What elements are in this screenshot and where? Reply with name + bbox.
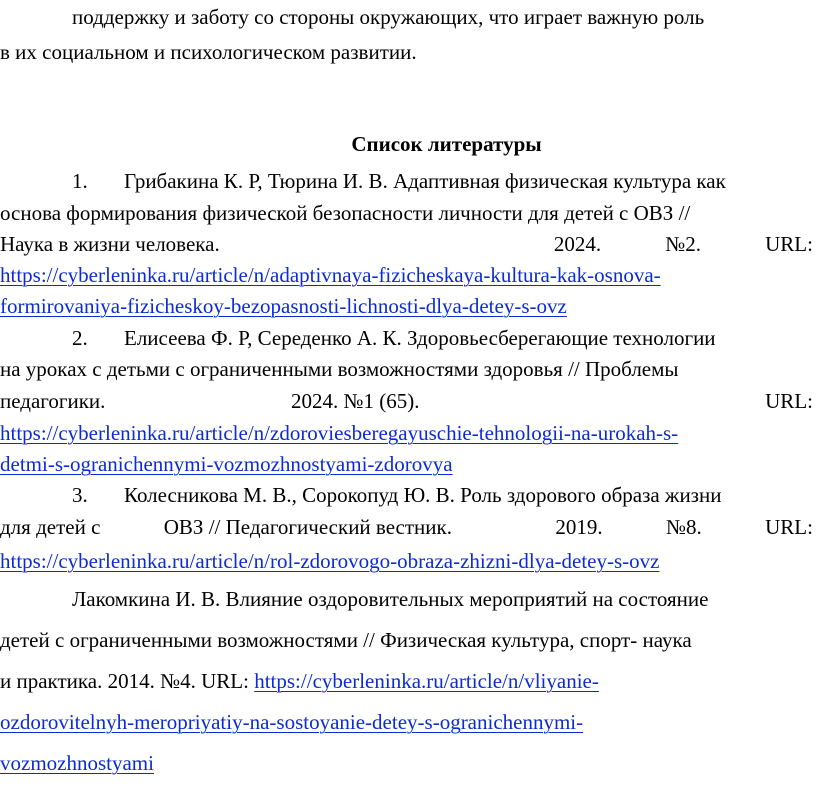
ref-3-number: 3. (72, 483, 88, 507)
ref-1-url-line-2[interactable] (0, 293, 567, 319)
ref-1-issue: №2. (665, 232, 702, 256)
ref-1-line-3 (0, 231, 813, 257)
ref-3-issue: №8. (665, 515, 702, 539)
ref-2-line-2: на уроках с детьми с ограниченными возможностями здоровья // Проблемы (0, 357, 679, 381)
ref-2-line-1 (72, 325, 716, 351)
intro-line-2: в их социальном и психологическом развитии. (0, 40, 417, 64)
ref-3-year: 2019. (555, 515, 603, 539)
ref-2-url-line-2[interactable] (0, 451, 453, 477)
ref-2-year: 2024. №1 (65). (291, 389, 420, 413)
ref-2-number: 2. (72, 326, 88, 350)
ref-2-link[interactable]: https://cyberleninka.ru/article/n/zdoroviesberegayuschie-tehnologii-na-urokah-s- (0, 421, 679, 445)
ref-3-source: ОВЗ // Педагогический вестник. (163, 515, 452, 539)
ref-4-url-line-3[interactable] (0, 750, 154, 776)
ref-1-line-1 (72, 168, 726, 194)
ref-3-text-line-1: Колесникова М. В., Сорокопуд Ю. В. Роль здорового образа жизни (124, 483, 722, 507)
ref-4-line-2: детей с ограниченными возможностями // Физическая культура, спорт- наука (0, 628, 692, 652)
ref-2-url-label: URL: (765, 389, 813, 413)
ref-4-source-tail: и практика. 2014. №4. URL: (0, 669, 255, 693)
ref-2-line-3 (0, 388, 813, 414)
ref-4-line-1: Лакомкина И. В. Влияние оздоровительных мероприятий на состояние (72, 587, 709, 611)
ref-1-text-line-1: Грибакина К. Р, Тюрина И. В. Адаптивная физическая культура как (124, 169, 726, 193)
ref-4-link-end[interactable]: vozmozhnostyami (0, 751, 154, 775)
ref-1-source: Наука в жизни человека. (0, 232, 220, 256)
ref-1-url-line-1[interactable] (0, 262, 661, 288)
ref-4-line-3 (0, 668, 599, 694)
intro-line-1: поддержку и заботу со стороны окружающих, что играет важную роль (72, 5, 705, 29)
ref-1-number: 1. (72, 169, 88, 193)
bibliography-title: Список литературы (351, 132, 542, 156)
ref-3-link[interactable]: https://cyberleninka.ru/article/n/rol-zdorovogo-obraza-zhizni-dlya-detey-s-ovz (0, 549, 660, 573)
ref-1-link[interactable]: https://cyberleninka.ru/article/n/adaptivnaya-fizicheskaya-kultura-kak-osnova- (0, 263, 661, 287)
ref-1-url-label: URL: (765, 232, 813, 256)
ref-4-link-continued[interactable]: ozdorovitelnyh-meropriyatiy-na-sostoyanie-detey-s-ogranichennymi- (0, 710, 584, 734)
ref-3-line-1 (72, 482, 721, 508)
ref-3-audience: для детей с (0, 515, 101, 539)
ref-2-source: педагогики. (0, 389, 106, 413)
ref-3-url-label: URL: (765, 515, 813, 539)
ref-4-url-line-2[interactable] (0, 709, 583, 735)
ref-2-text-line-1: Елисеева Ф. Р, Середенко А. К. Здоровьесберегающие технологии (124, 326, 716, 350)
ref-2-link-continued[interactable]: detmi-s-ogranichennymi-vozmozhnostyami-zdorovya (0, 452, 453, 476)
ref-1-year: 2024. (553, 232, 602, 256)
ref-4-link[interactable]: https://cyberleninka.ru/article/n/vliyanie- (254, 669, 599, 693)
ref-2-url-line-1[interactable] (0, 420, 678, 446)
ref-3-line-2 (0, 514, 813, 540)
ref-1-link-continued[interactable]: formirovaniya-fizicheskoy-bezopasnosti-lichnosti-dlya-detey-s-ovz (0, 294, 567, 318)
ref-3-url-line-1[interactable] (0, 548, 659, 574)
ref-1-line-2: основа формирования физической безопасности личности для детей с ОВЗ // (0, 201, 691, 225)
